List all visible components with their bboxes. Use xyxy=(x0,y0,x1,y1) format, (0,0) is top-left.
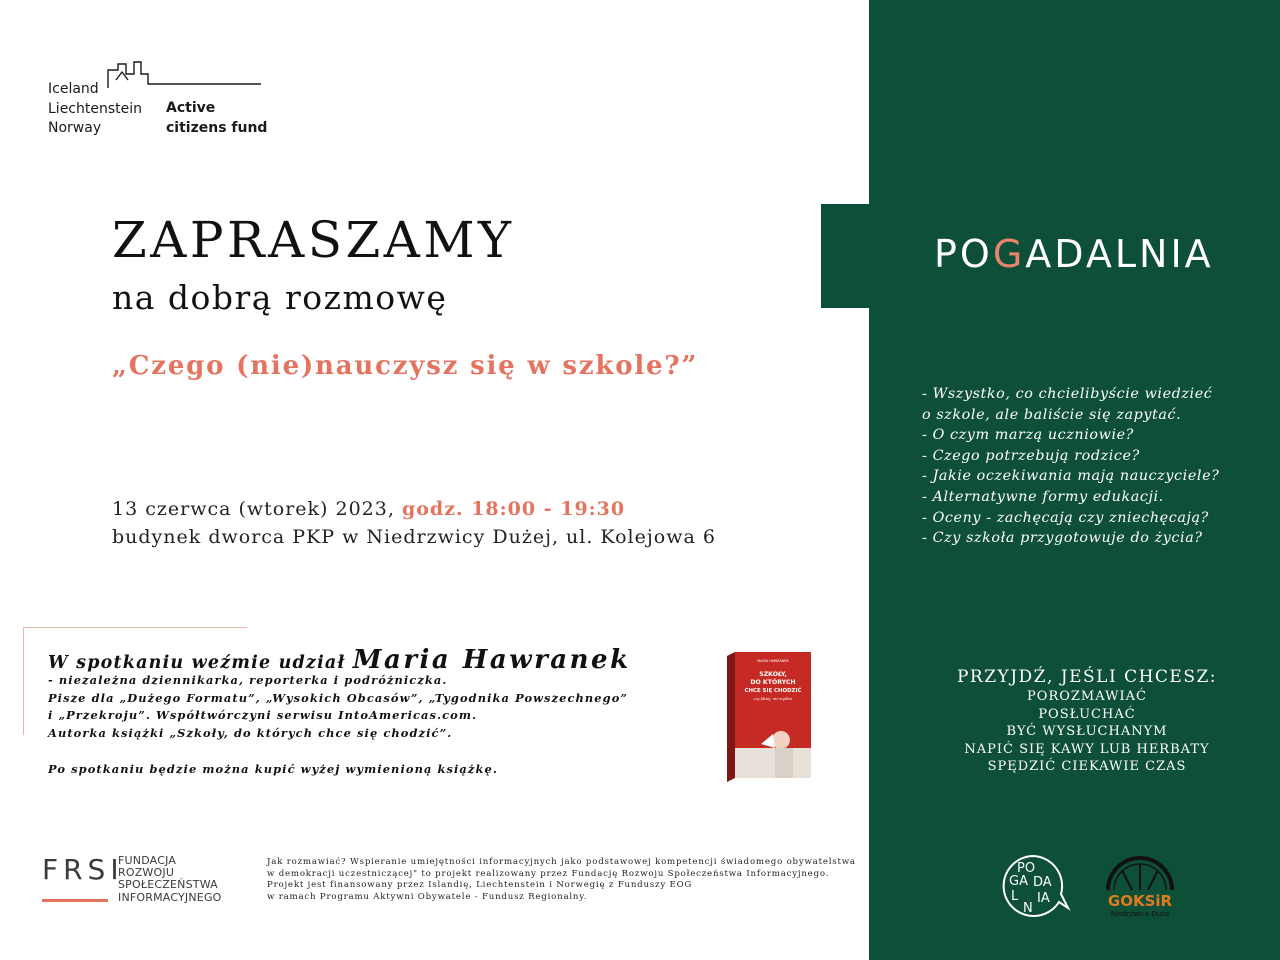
come-item: POROZMAWIAĆ xyxy=(1027,689,1147,704)
frsi-underline xyxy=(42,899,108,902)
round-logo-letters: IA xyxy=(1037,891,1050,906)
book-title-line: CHCE SIĘ CHODZIĆ xyxy=(744,688,802,694)
footer-note-line: w ramach Programu Aktywni Obywatele - Fundusz Regionalny. xyxy=(267,891,588,902)
guest-intro xyxy=(48,645,631,675)
come-item: POSŁUCHAĆ xyxy=(1038,706,1136,722)
question-line: o szkole, ale baliście się zapytać. xyxy=(922,406,1182,423)
round-logo-letters: GA xyxy=(1009,874,1028,889)
come-item: BYĆ WYSŁUCHANYM xyxy=(1006,724,1168,739)
country-name: Iceland xyxy=(48,81,99,97)
question-line: - Oceny - zachęcają czy zniechęcają? xyxy=(922,509,1209,526)
book-cover xyxy=(727,652,811,782)
pogadalnia-round-logo xyxy=(995,852,1071,922)
guest-bio-line: i „Przekroju”. Współtwórczyni serwisu IntoAmericas.com. xyxy=(48,708,478,722)
guest-note: Po spotkaniu będzie można kupić wyżej wymienioną książkę. xyxy=(48,762,498,776)
round-logo-letters: N xyxy=(1023,901,1033,916)
footer-note xyxy=(267,857,857,903)
country-name: Norway xyxy=(48,120,102,136)
fund-line: citizens fund xyxy=(166,119,268,136)
footer-note-line: Projekt jest finansowany przez Islandię, Liechtenstein i Norwegię z Funduszy EOG xyxy=(267,880,693,890)
book-author: MARIA HAWRANEK xyxy=(757,659,789,663)
frsi-name-line: FUNDACJA xyxy=(118,854,177,867)
green-tab xyxy=(821,204,881,308)
guest-intro-text: W spotkaniu weźmie udział xyxy=(48,653,353,673)
question-line: - Alternatywne formy edukacji. xyxy=(922,488,1164,505)
guest-bio xyxy=(48,672,708,742)
guest-name: Maria Hawranek xyxy=(352,645,631,675)
guest-frame-line xyxy=(23,627,24,735)
headline: ZAPRASZAMY xyxy=(112,211,515,269)
question-line: - O czym marzą uczniowie? xyxy=(922,427,1134,444)
guest-bio-line: Autorka książki „Szkoły, do których chce się chodzić”. xyxy=(48,725,453,740)
question-line: - Czy szkoła przygotowuje do życia? xyxy=(922,530,1203,547)
guest-frame-line xyxy=(23,627,247,628)
come-item: SPĘDZIĆ CIEKAWIE CZAS xyxy=(987,759,1187,774)
guest-bio-line: - niezależna dziennikarka, reporterka i podróżniczka. xyxy=(48,673,448,687)
come-item: NAPIĆ SIĘ KAWY LUB HERBATY xyxy=(964,741,1210,757)
fund-line: Active xyxy=(166,100,216,116)
event-date-text: 13 czerwca (wtorek) 2023, xyxy=(112,498,402,520)
frsi-name-line: SPOŁECZEŃSTWA xyxy=(118,878,218,892)
pogadalnia-logo xyxy=(934,232,1234,276)
question-line: - Czego potrzebują rodzice? xyxy=(922,447,1140,464)
questions-list xyxy=(922,384,1267,549)
book-title-line: SZKOŁY, xyxy=(759,671,787,678)
eea-countries xyxy=(48,80,142,139)
event-place: budynek dworca PKP w Niedrzwicy Dużej, ul. Kolejowa 6 xyxy=(112,526,716,548)
topic-title: „Czego (nie)nauczysz się w szkole?” xyxy=(112,351,699,381)
come-list xyxy=(869,688,1280,776)
book-title-line: DO KTÓRYCH xyxy=(750,679,796,686)
brand-accent-letter: G xyxy=(992,232,1026,276)
event-hours: godz. 18:00 - 19:30 xyxy=(401,498,626,520)
event-date xyxy=(112,498,625,520)
brand-part-2: ADALNIA xyxy=(1025,232,1214,276)
brand-part-1: PO xyxy=(934,232,993,276)
round-logo-letters: L xyxy=(1011,889,1019,904)
country-name: Liechtenstein xyxy=(48,100,143,117)
footer-note-line: w demokracji uczestniczącej" to projekt realizowany przez Fundację Rozwoju Społeczeństwa Informacyjnego. xyxy=(267,868,830,879)
goksir-logo xyxy=(1102,850,1178,920)
footer-note-line: Jak rozmawiać? Wspieranie umiejętności informacyjnych jako podstawowej kompetencji świadomego obywatelstwa xyxy=(267,857,856,867)
frsi-name xyxy=(118,855,222,904)
active-citizens-fund xyxy=(166,99,267,138)
frsi-name-line: ROZWOJU xyxy=(118,866,175,880)
come-title: PRZYJDŹ, JEŚLI CHCESZ: xyxy=(956,667,1218,687)
book-subtitle: czy bliżej, niż myślisz xyxy=(753,697,793,701)
guest-bio-line: Pisze dla „Dużego Formatu”, „Wysokich Obcasów”, „Tygodnika Powszechnego” xyxy=(48,690,629,705)
frsi-name-line: INFORMACYJNEGO xyxy=(118,890,222,904)
goksir-place: Niedrzwica Duża xyxy=(1110,910,1170,918)
question-line: - Jakie oczekiwania mają nauczyciele? xyxy=(922,468,1220,485)
frsi-mark: FRSI xyxy=(42,853,124,886)
round-logo-letters: DA xyxy=(1033,875,1052,890)
goksir-text: GOKSiR xyxy=(1107,892,1173,910)
question-line: - Wszystko, co chcielibyście wiedzieć xyxy=(922,386,1213,402)
subline: na dobrą rozmowę xyxy=(112,278,448,317)
round-logo-letters: PO xyxy=(1017,861,1036,876)
